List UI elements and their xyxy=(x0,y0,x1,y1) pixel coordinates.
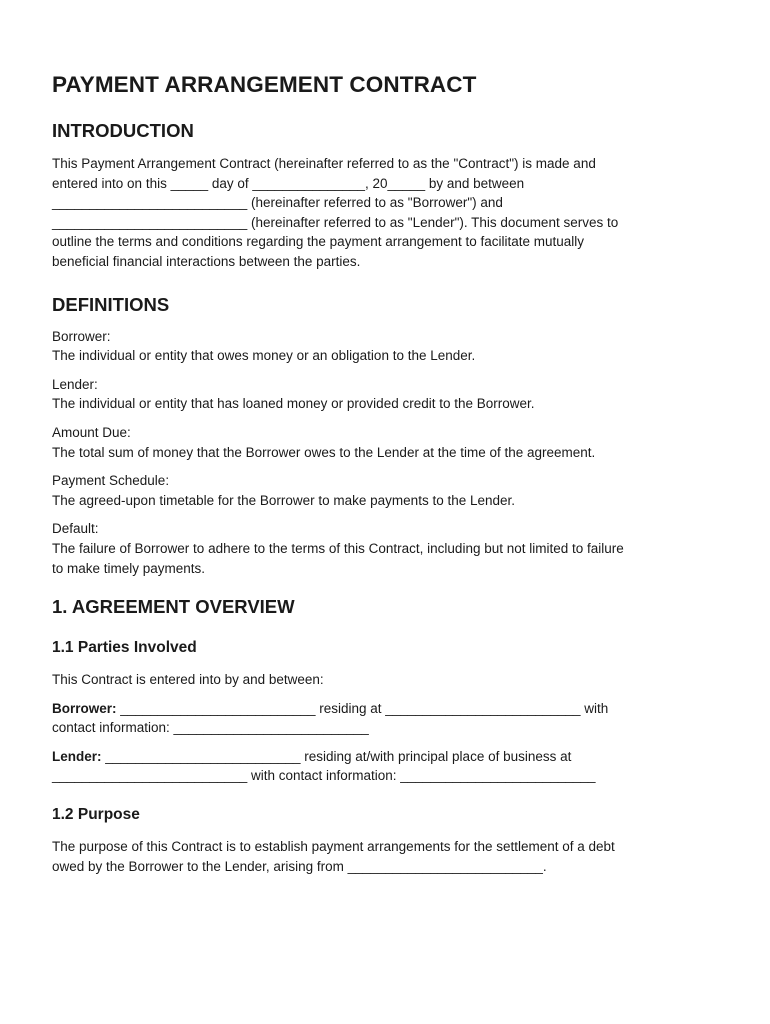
definition-text: The total sum of money that the Borrower owes to the Lender at the time of the agreement. xyxy=(52,444,596,460)
purpose-paragraph xyxy=(52,837,718,876)
definition-text: to make timely payments. xyxy=(52,560,206,576)
definition-term: Default: xyxy=(52,521,99,537)
introduction-heading: INTRODUCTION xyxy=(52,120,194,141)
parties-intro: This Contract is entered into by and between: xyxy=(52,672,324,688)
definition-lender xyxy=(52,375,718,414)
definition-term: Payment Schedule: xyxy=(52,473,170,489)
lender-label: Lender: xyxy=(52,748,102,764)
document-title: PAYMENT ARRANGEMENT CONTRACT xyxy=(52,72,477,97)
agreement-overview-heading: 1. AGREEMENT OVERVIEW xyxy=(52,596,295,618)
introduction-line: entered into on this _____ day of _______________, 20_____ by and between xyxy=(52,175,525,191)
introduction-paragraph xyxy=(52,154,718,272)
purpose-heading: 1.2 Purpose xyxy=(52,806,140,824)
definition-text: The individual or entity that owes money or an obligation to the Lender. xyxy=(52,348,476,364)
definition-text: The individual or entity that has loaned money or provided credit to the Borrower. xyxy=(52,396,535,412)
introduction-line: outline the terms and conditions regarding the payment arrangement to facilitate mutually xyxy=(52,234,585,250)
purpose-line: owed by the Borrower to the Lender, arising from __________________________. xyxy=(52,858,547,874)
definition-term: Borrower: xyxy=(52,328,111,344)
definition-amount-due xyxy=(52,423,718,462)
definition-payment-schedule xyxy=(52,471,718,510)
introduction-line: This Payment Arrangement Contract (hereinafter referred to as the "Contract") is made and xyxy=(52,156,596,171)
introduction-line: __________________________ (hereinafter referred to as "Lender"). This document serves to xyxy=(52,214,619,230)
lender-line-text: __________________________ residing at/with principal place of business at xyxy=(101,748,572,764)
borrower-details xyxy=(52,699,718,738)
definition-borrower xyxy=(52,327,718,366)
lender-line xyxy=(52,747,718,767)
borrower-line-text: __________________________ residing at __________________________ with xyxy=(116,700,609,716)
borrower-line xyxy=(52,699,718,719)
introduction-line: __________________________ (hereinafter referred to as "Borrower") and xyxy=(52,195,503,211)
lender-contact-line: __________________________ with contact information: __________________________ xyxy=(52,768,596,784)
definitions-heading: DEFINITIONS xyxy=(52,293,170,315)
definition-text: The agreed-upon timetable for the Borrower to make payments to the Lender. xyxy=(52,492,516,508)
definitions-list xyxy=(52,327,718,579)
lender-details xyxy=(52,747,718,786)
definition-text: The failure of Borrower to adhere to the terms of this Contract, including but not limited to failure xyxy=(52,540,624,556)
borrower-contact-line: contact information: __________________________ xyxy=(52,720,369,736)
definition-term: Lender: xyxy=(52,376,98,392)
definition-term: Amount Due: xyxy=(52,424,131,440)
definition-default xyxy=(52,519,718,578)
parties-involved-heading: 1.1 Parties Involved xyxy=(52,639,197,657)
introduction-line: beneficial financial interactions between the parties. xyxy=(52,253,361,269)
purpose-line: The purpose of this Contract is to establish payment arrangements for the settlement of a debt xyxy=(52,839,615,855)
borrower-label: Borrower: xyxy=(52,700,117,716)
